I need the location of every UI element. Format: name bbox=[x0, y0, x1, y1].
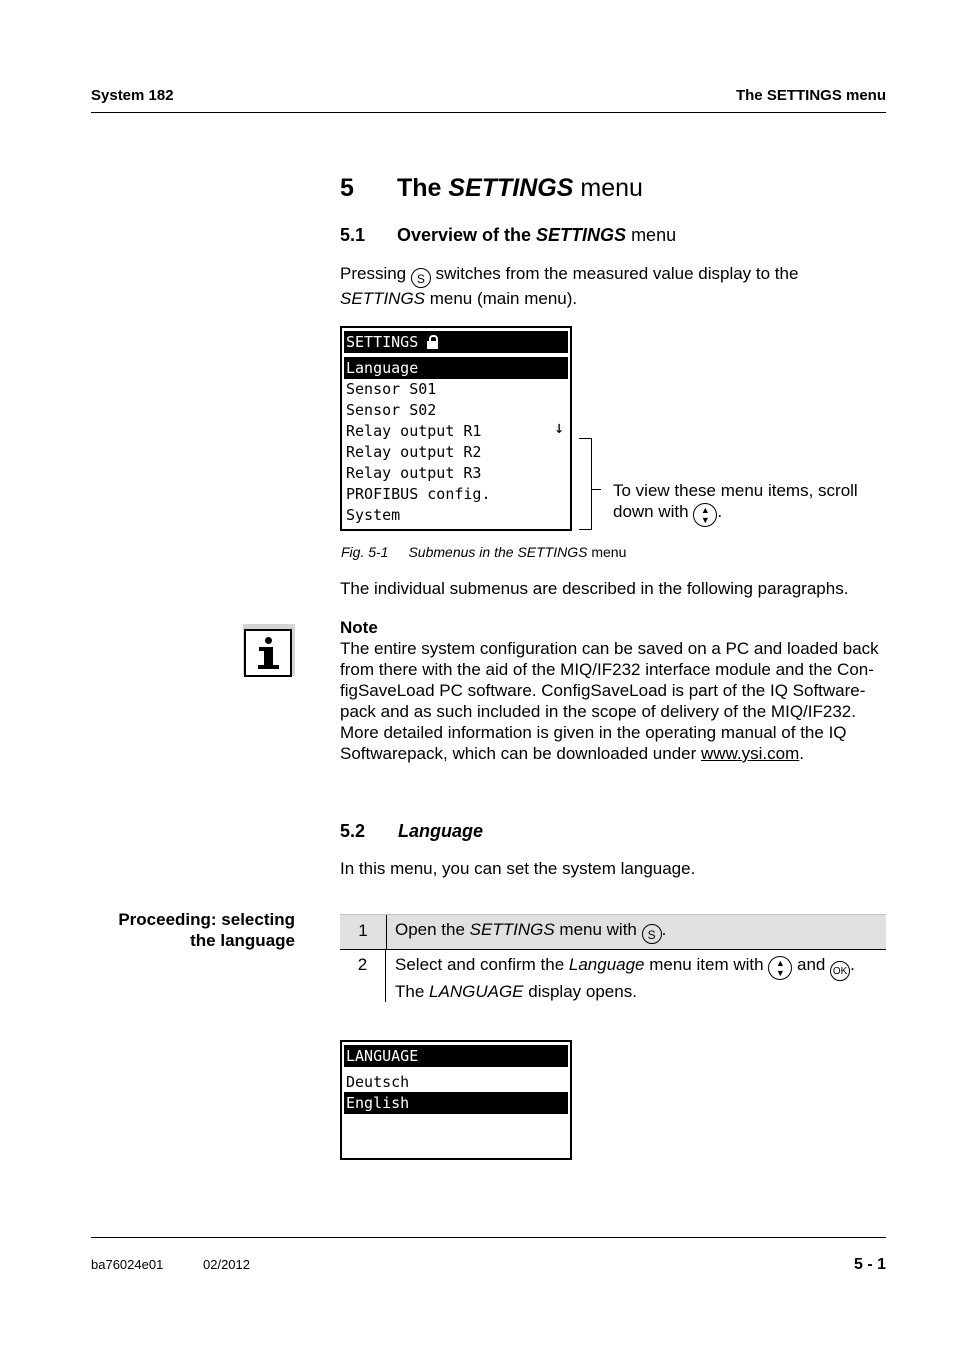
step-number: 1 bbox=[340, 915, 387, 949]
note-heading: Note bbox=[340, 618, 378, 637]
ysi-link[interactable]: www.ysi.com bbox=[701, 744, 800, 763]
scroll-down-arrow-icon: ↓ bbox=[554, 418, 565, 438]
header-left: System 182 bbox=[91, 87, 174, 104]
submenus-paragraph: The individual submenus are described in the following paragraphs. bbox=[340, 579, 849, 598]
scroll-note: To view these menu items, scroll down with ▲ ▼ . bbox=[613, 481, 858, 525]
figure-caption: Fig. 5-1 Submenus in the SETTINGS menu bbox=[341, 544, 627, 560]
chapter-number: 5 bbox=[340, 174, 354, 202]
procedure-label: Proceeding: selecting the language bbox=[118, 910, 295, 950]
footer-rule bbox=[91, 1237, 886, 1238]
language-display-title: LANGUAGE bbox=[344, 1045, 568, 1067]
settings-display-title: SETTINGS bbox=[344, 331, 568, 353]
settings-item-relay-r3[interactable]: Relay output R3 bbox=[346, 464, 482, 482]
chapter-title: The SETTINGS menu bbox=[397, 174, 643, 202]
lock-icon bbox=[427, 335, 438, 349]
settings-item-relay-r1[interactable]: Relay output R1 bbox=[346, 422, 482, 440]
footer-doc-id: ba76024e01 bbox=[91, 1257, 164, 1272]
header-rule bbox=[91, 112, 886, 113]
settings-display bbox=[340, 326, 572, 531]
bracket-tick bbox=[591, 489, 601, 490]
settings-item-profibus[interactable]: PROFIBUS config. bbox=[346, 485, 491, 503]
settings-item-relay-r2[interactable]: Relay output R2 bbox=[346, 443, 482, 461]
section-5-1-title: Overview of the SETTINGS menu bbox=[397, 225, 677, 245]
language-item-english[interactable]: English bbox=[344, 1092, 568, 1114]
step-row-2 bbox=[340, 950, 886, 1002]
s-key-icon: S bbox=[411, 268, 431, 288]
section-5-1-number: 5.1 bbox=[340, 225, 366, 245]
step-text: Select and confirm the Language menu item with ▲ ▼ and OK . The LANGUAGE display opens. bbox=[395, 955, 855, 1001]
language-display bbox=[340, 1040, 572, 1160]
footer-date: 02/2012 bbox=[203, 1257, 250, 1272]
up-down-key-icon: ▲ ▼ bbox=[768, 956, 792, 980]
step-number: 2 bbox=[340, 950, 386, 1002]
ok-key-icon: OK bbox=[830, 961, 850, 981]
note-block: Note The entire system configuration can be saved on a PC and loaded back from there with the aid of the MIQ/IF232 interface module and the Con- figSaveLoad PC software. ConfigSaveLoad is part of the IQ Software- pack and as such included in the scope of delivery of the MIQ/IF232. More detailed information is given in the operating manual of the IQ Softwarepack, which can be downloaded under www.ysi.com. bbox=[340, 618, 879, 763]
info-icon bbox=[243, 624, 295, 676]
step-row-1 bbox=[340, 914, 886, 950]
section-5-2-title: Language bbox=[398, 821, 484, 841]
up-down-key-icon: ▲ ▼ bbox=[693, 503, 717, 527]
s-key-icon: S bbox=[642, 924, 662, 944]
settings-item-system[interactable]: System bbox=[346, 506, 401, 524]
section-5-2-intro: In this menu, you can set the system language. bbox=[340, 859, 696, 878]
settings-item-sensor-s02[interactable]: Sensor S02 bbox=[346, 401, 437, 419]
page-number: 5 - 1 bbox=[853, 1256, 886, 1273]
settings-item-sensor-s01[interactable]: Sensor S01 bbox=[346, 380, 437, 398]
scroll-bracket bbox=[579, 438, 592, 530]
steps-table bbox=[340, 914, 886, 1002]
header-right: The SETTINGS menu bbox=[735, 87, 886, 104]
language-item-deutsch[interactable]: Deutsch bbox=[346, 1073, 410, 1091]
step-text: Open the SETTINGS menu with S . bbox=[395, 920, 667, 942]
section-5-1-paragraph: Pressing S switches from the measured value display to the SETTINGS menu (main menu). bbox=[340, 264, 799, 308]
settings-item-language[interactable]: Language bbox=[344, 357, 568, 379]
section-5-2-number: 5.2 bbox=[340, 821, 366, 841]
